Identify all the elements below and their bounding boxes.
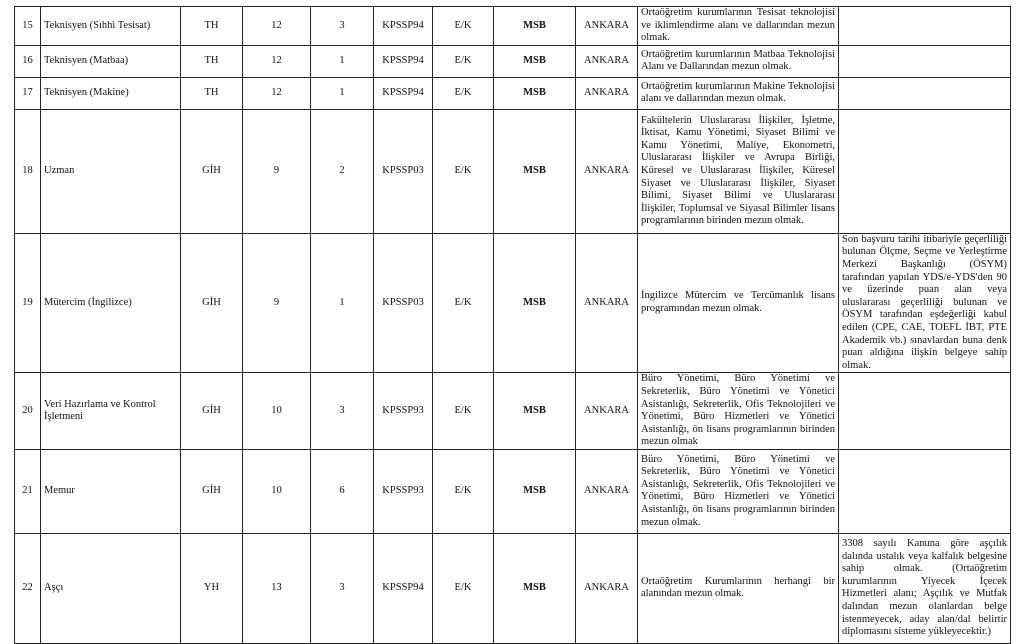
cell-gender: E/K (433, 45, 494, 77)
cell-degree: 13 (243, 533, 311, 643)
table-row (15, 533, 1011, 643)
cell-gender: E/K (433, 533, 494, 643)
cell-institution: MSB (494, 533, 576, 643)
cell-notes (839, 449, 1011, 533)
cell-kpss: KPSSP03 (374, 109, 433, 233)
cell-no: 20 (15, 373, 41, 450)
cell-class: TH (181, 7, 243, 46)
cell-kpss: KPSSP03 (374, 233, 433, 373)
table-row (15, 373, 1011, 450)
cell-gender: E/K (433, 373, 494, 450)
cell-degree: 12 (243, 77, 311, 109)
cell-qualification: Ortaöğretim Kurumlarının herhangi bir alanından mezun olmak. (638, 533, 839, 643)
cell-qualification: Büro Yönetimi, Büro Yönetimi ve Sekreterlik, Büro Yönetimi ve Yönetici Asistanlığı, Sekreterlik, Ofis Teknolojileri ve Yönetimi, Büro Hizmetleri ve Yönetici Asistanlığı, ön lisans programlarının birinden mezun olmak. (638, 449, 839, 533)
cell-count: 2 (311, 109, 374, 233)
cell-institution: MSB (494, 373, 576, 450)
cell-title: Mütercim (İngilizce) (41, 233, 181, 373)
cell-count: 3 (311, 533, 374, 643)
cell-count: 1 (311, 233, 374, 373)
cell-qualification: Ortaöğretim kurumlarının Matbaa Teknolojisi Alanı ve Dallarından mezun olmak. (638, 45, 839, 77)
cell-qualification: Ortaöğretim kurumlarının Tesisat teknolojisi ve iklimlendirme alanı ve dallarından mezun olmak. (638, 7, 839, 46)
cell-institution: MSB (494, 45, 576, 77)
cell-gender: E/K (433, 233, 494, 373)
cell-city: ANKARA (576, 533, 638, 643)
cell-city: ANKARA (576, 109, 638, 233)
cell-count: 1 (311, 77, 374, 109)
cell-institution: MSB (494, 77, 576, 109)
cell-city: ANKARA (576, 45, 638, 77)
cell-qualification: İngilizce Mütercim ve Tercümanlık lisans programından mezun olmak. (638, 233, 839, 373)
cell-count: 1 (311, 45, 374, 77)
table-row (15, 7, 1011, 46)
cell-no: 17 (15, 77, 41, 109)
cell-title: Memur (41, 449, 181, 533)
cell-notes (839, 77, 1011, 109)
cell-title: Uzman (41, 109, 181, 233)
cell-no: 15 (15, 7, 41, 46)
cell-qualification: Büro Yönetimi, Büro Yönetimi ve Sekreterlik, Büro Yönetimi ve Yönetici Asistanlığı, Sekreterlik, Ofis Teknolojileri ve Yönetimi, Büro Hizmetleri ve Yönetici Asistanlığı, ön lisans programlarının birinden mezun olmak (638, 373, 839, 450)
cell-notes: Son başvuru tarihi itibariyle geçerliliği bulunan Ölçme, Seçme ve Yerleştirme Merkezi Başkanlığı (ÖSYM) tarafından yapılan YDS/e-YDS'den 90 ve üzerinde puan alan veya uluslararası geçerliliği bulunan ve ÖSYM tarafından eşdeğerliği kabul edilen (CPE, CAE, TOEFL İBT, PTE Akademik vb.) sınavlardan buna denk puan aldığına ilişkin belgeye sahip olmak. (839, 233, 1011, 373)
table-row (15, 109, 1011, 233)
cell-no: 21 (15, 449, 41, 533)
cell-no: 16 (15, 45, 41, 77)
cell-class: GİH (181, 109, 243, 233)
cell-no: 18 (15, 109, 41, 233)
cell-count: 6 (311, 449, 374, 533)
cell-class: GİH (181, 233, 243, 373)
cell-class: YH (181, 533, 243, 643)
cell-gender: E/K (433, 77, 494, 109)
cell-no: 19 (15, 233, 41, 373)
cell-gender: E/K (433, 109, 494, 233)
cell-institution: MSB (494, 7, 576, 46)
table-row (15, 77, 1011, 109)
cell-gender: E/K (433, 7, 494, 46)
cell-notes: 3308 sayılı Kanuna göre aşçılık dalında ustalık veya kalfalık belgesine sahip olmak. (Ortaöğretim kurumlarının Yiyecek İçecek Hizmetleri alanı; Aşçılık ve Mutfak dalından mezun olanlardan belge istenmeyecek, aday alan/dal belirtir diplomasını sisteme yükleyecektir.) (839, 533, 1011, 643)
cell-city: ANKARA (576, 233, 638, 373)
cell-notes (839, 45, 1011, 77)
cell-kpss: KPSSP94 (374, 77, 433, 109)
cell-qualification: Ortaöğretim kurumlarının Makine Teknolojisi alanı ve dallarından mezun olmak. (638, 77, 839, 109)
table-row (15, 449, 1011, 533)
cell-title: Aşçı (41, 533, 181, 643)
cell-city: ANKARA (576, 449, 638, 533)
cell-institution: MSB (494, 233, 576, 373)
cell-degree: 9 (243, 233, 311, 373)
cell-kpss: KPSSP93 (374, 373, 433, 450)
cell-degree: 9 (243, 109, 311, 233)
cell-degree: 10 (243, 449, 311, 533)
cell-count: 3 (311, 373, 374, 450)
cell-class: GİH (181, 449, 243, 533)
cell-class: GİH (181, 373, 243, 450)
cell-kpss: KPSSP94 (374, 533, 433, 643)
cell-qualification: Fakültelerin Uluslararası İlişkiler, İşletme, İktisat, Kamu Yönetimi, Siyaset Bilimi ve Kamu Yönetimi, Maliye, Ekonometri, Uluslararası İlişkiler ve Avrupa Birliği, Küresel ve Uluslararası İlişkiler, Küresel Siyaset ve Uluslararası İlişkiler, Siyaset Bilimi, Siyaset Bilimi ve Uluslararası İlişkiler, Toplumsal ve Siyasal Bilimler lisans programlarının birinden mezun olmak. (638, 109, 839, 233)
cell-degree: 12 (243, 45, 311, 77)
cell-city: ANKARA (576, 373, 638, 450)
cell-title: Veri Hazırlama ve Kontrol İşletmeni (41, 373, 181, 450)
cell-notes (839, 7, 1011, 46)
table-body (15, 7, 1011, 644)
cell-institution: MSB (494, 109, 576, 233)
cell-count: 3 (311, 7, 374, 46)
cell-no: 22 (15, 533, 41, 643)
position-table (14, 6, 1011, 644)
cell-title: Teknisyen (Makine) (41, 77, 181, 109)
cell-notes (839, 373, 1011, 450)
table-row (15, 233, 1011, 373)
cell-kpss: KPSSP94 (374, 45, 433, 77)
cell-notes (839, 109, 1011, 233)
cell-gender: E/K (433, 449, 494, 533)
cell-class: TH (181, 77, 243, 109)
table-row (15, 45, 1011, 77)
cell-class: TH (181, 45, 243, 77)
cell-institution: MSB (494, 449, 576, 533)
cell-title: Teknisyen (Matbaa) (41, 45, 181, 77)
cell-kpss: KPSSP93 (374, 449, 433, 533)
cell-city: ANKARA (576, 7, 638, 46)
cell-kpss: KPSSP94 (374, 7, 433, 46)
cell-title: Teknisyen (Sıhhi Tesisat) (41, 7, 181, 46)
cell-city: ANKARA (576, 77, 638, 109)
cell-degree: 12 (243, 7, 311, 46)
cell-degree: 10 (243, 373, 311, 450)
